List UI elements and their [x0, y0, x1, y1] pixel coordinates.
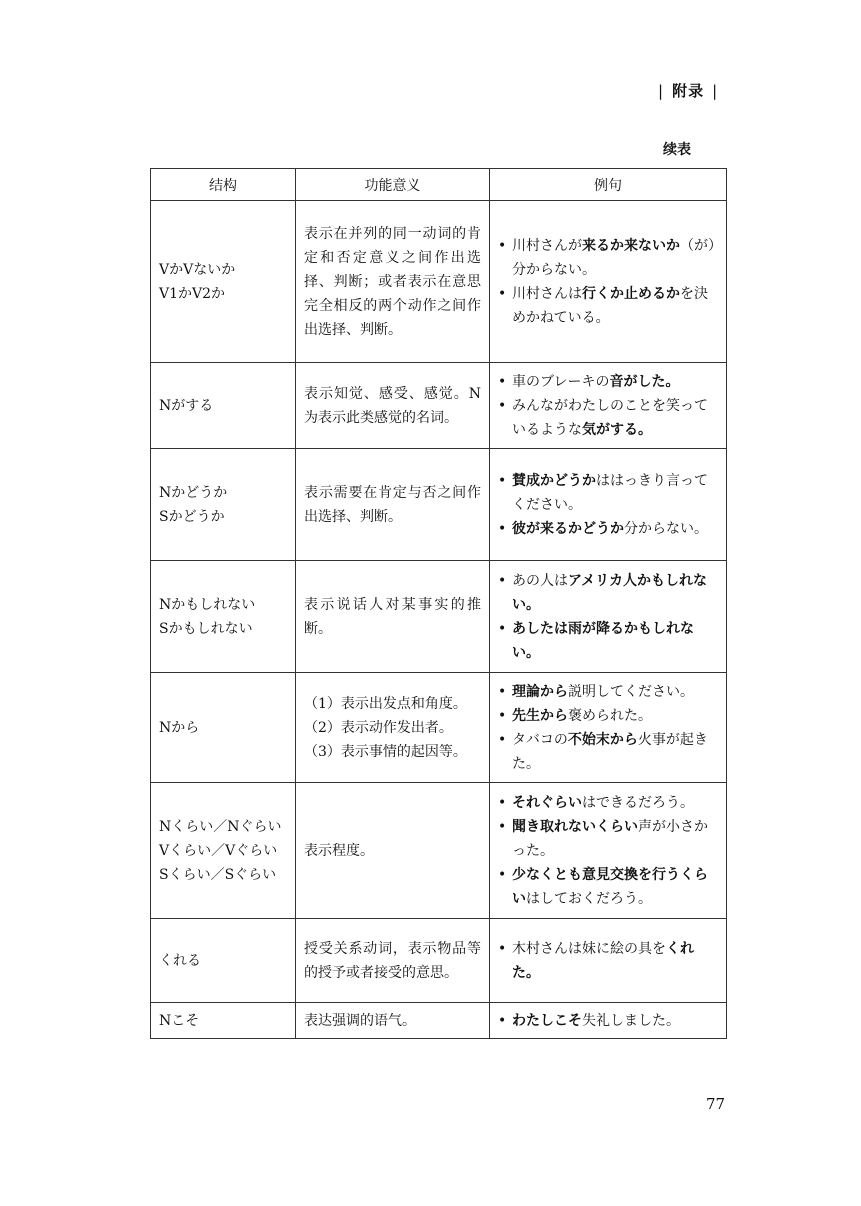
- example-sentence: [496, 370, 720, 394]
- example-sentence: [496, 937, 720, 985]
- examples-cell: [490, 1003, 727, 1039]
- structure-cell: [151, 673, 296, 783]
- example-text: はしておくだろう。: [526, 890, 652, 907]
- example-text: タバコの: [512, 731, 568, 748]
- examples-cell: [490, 673, 727, 783]
- example-highlight: くれた。: [512, 940, 694, 981]
- structure-pattern: Nこそ: [159, 1012, 200, 1029]
- example-sentence: [496, 234, 720, 282]
- example-sentence: [496, 394, 720, 442]
- example-list: [496, 1009, 720, 1033]
- example-list: [496, 234, 720, 330]
- page-number: 77: [706, 1095, 726, 1113]
- divider: |: [712, 82, 719, 100]
- structure-cell: [151, 561, 296, 673]
- function-line: （2）表示动作发出者。: [304, 719, 453, 736]
- example-highlight: 行くか止めるか: [582, 285, 680, 302]
- example-list: [496, 680, 720, 776]
- function-line: （3）表示事情的起因等。: [304, 743, 467, 760]
- function-cell: 表示在并列的同一动词的肯定和否定意义之间作出选择、判断；或者表示在意思完全相反的两个动作之间作出选择、判断。: [296, 201, 490, 363]
- table-row: [151, 1003, 727, 1039]
- example-text: 火事が起きた。: [512, 731, 708, 772]
- example-highlight: 音がした。: [609, 373, 680, 390]
- example-highlight: わたしこそ: [512, 1012, 582, 1029]
- example-text: はできるだろう。: [582, 794, 694, 811]
- column-header-examples: 例句: [490, 169, 727, 201]
- structure-pattern: Sかどうか: [159, 508, 225, 525]
- function-cell: 表达强调的语气。: [296, 1003, 490, 1039]
- structure-pattern: Nかもしれない: [159, 596, 256, 613]
- structure-cell: [151, 919, 296, 1003]
- structure-pattern: Nがする: [159, 397, 214, 414]
- examples-cell: [490, 783, 727, 919]
- example-text: みんながわたしのことを笑っているような: [512, 397, 708, 438]
- function-cell: 表示程度。: [296, 783, 490, 919]
- running-head-title: 附录: [672, 82, 705, 100]
- example-sentence: [496, 617, 720, 665]
- example-sentence: [496, 728, 720, 776]
- example-text: （が）分からない。: [512, 237, 715, 278]
- examples-cell: [490, 561, 727, 673]
- example-text: 褒められた。: [568, 707, 652, 724]
- example-sentence: [496, 569, 720, 617]
- example-highlight: それぐらい: [512, 794, 582, 811]
- structure-cell: [151, 449, 296, 561]
- example-text: 失礼しました。: [582, 1012, 680, 1029]
- example-highlight: 来るか来ないか: [582, 237, 680, 254]
- example-text: を決めかねている。: [512, 285, 708, 326]
- example-highlight: 賛成かどうか: [512, 472, 596, 489]
- example-sentence: [496, 517, 720, 541]
- function-line: （1）表示出发点和角度。: [304, 695, 467, 712]
- example-sentence: [496, 680, 720, 704]
- function-cell: 表示需要在肯定与否之间作出选择、判断。: [296, 449, 490, 561]
- structure-cell: [151, 1003, 296, 1039]
- examples-cell: [490, 201, 727, 363]
- structure-pattern: Sくらい／Sぐらい: [159, 866, 277, 883]
- example-highlight: 聞き取れないくらい: [512, 818, 638, 835]
- example-sentence: [496, 282, 720, 330]
- example-list: [496, 569, 720, 665]
- example-highlight: あしたは雨が降るかもしれない。: [512, 620, 694, 661]
- example-list: [496, 937, 720, 985]
- function-cell: 表示知觉、感受、感觉。N为表示此类感觉的名词。: [296, 363, 490, 449]
- running-head: [650, 80, 740, 101]
- function-cell: 表示说话人对某事实的推断。: [296, 561, 490, 673]
- table-row: [151, 201, 727, 363]
- structure-pattern: Nくらい／Nぐらい: [159, 818, 282, 835]
- example-sentence: [496, 469, 720, 517]
- example-text: 木村さんは妹に絵の具を: [512, 940, 666, 957]
- example-text: 声が小さかった。: [512, 818, 708, 859]
- grammar-table: [150, 168, 727, 1039]
- function-cell: 授受关系动词，表示物品等的授予或者接受的意思。: [296, 919, 490, 1003]
- table-row: [151, 673, 727, 783]
- structure-cell: [151, 201, 296, 363]
- example-list: [496, 370, 720, 442]
- example-highlight: 少なくとも意見交換を行うくらい: [512, 866, 708, 907]
- divider: |: [658, 82, 665, 100]
- table-row: [151, 561, 727, 673]
- example-highlight: 先生から: [512, 707, 568, 724]
- structure-pattern: くれる: [159, 952, 201, 969]
- example-list: [496, 791, 720, 911]
- example-text: 川村さんは: [512, 285, 582, 302]
- structure-cell: [151, 363, 296, 449]
- structure-pattern: V1かV2か: [159, 285, 226, 302]
- example-text: あの人は: [512, 572, 568, 589]
- example-list: [496, 469, 720, 541]
- example-highlight: 気がする。: [582, 421, 652, 438]
- table-header-row: [151, 169, 727, 201]
- example-sentence: [496, 863, 720, 911]
- structure-pattern: Sかもしれない: [159, 620, 253, 637]
- example-sentence: [496, 1009, 720, 1033]
- structure-pattern: Nから: [159, 719, 200, 736]
- example-text: 車のブレーキの: [512, 373, 610, 390]
- function-cell: [296, 673, 490, 783]
- structure-pattern: Vくらい／Vぐらい: [159, 842, 278, 859]
- example-highlight: 彼が来るかどうか: [512, 520, 624, 537]
- structure-pattern: Nかどうか: [159, 484, 228, 501]
- example-sentence: [496, 791, 720, 815]
- table-row: [151, 783, 727, 919]
- table-row: [151, 363, 727, 449]
- structure-pattern: VかVないか: [159, 261, 236, 278]
- structure-cell: [151, 783, 296, 919]
- continued-label: 续表: [663, 142, 691, 158]
- examples-cell: [490, 363, 727, 449]
- example-text: 説明してください。: [568, 683, 694, 700]
- example-highlight: 不始末から: [567, 731, 638, 748]
- example-highlight: アメリカ人かもしれない。: [512, 572, 708, 613]
- example-text: 分からない。: [624, 520, 708, 537]
- example-highlight: 理論から: [512, 683, 568, 700]
- example-text: ははっきり言ってください。: [512, 472, 708, 513]
- table-row: [151, 449, 727, 561]
- column-header-function: 功能意义: [296, 169, 490, 201]
- example-text: 川村さんが: [512, 237, 582, 254]
- example-sentence: [496, 704, 720, 728]
- examples-cell: [490, 449, 727, 561]
- table-row: [151, 919, 727, 1003]
- example-sentence: [496, 815, 720, 863]
- examples-cell: [490, 919, 727, 1003]
- column-header-structure: 结构: [151, 169, 296, 201]
